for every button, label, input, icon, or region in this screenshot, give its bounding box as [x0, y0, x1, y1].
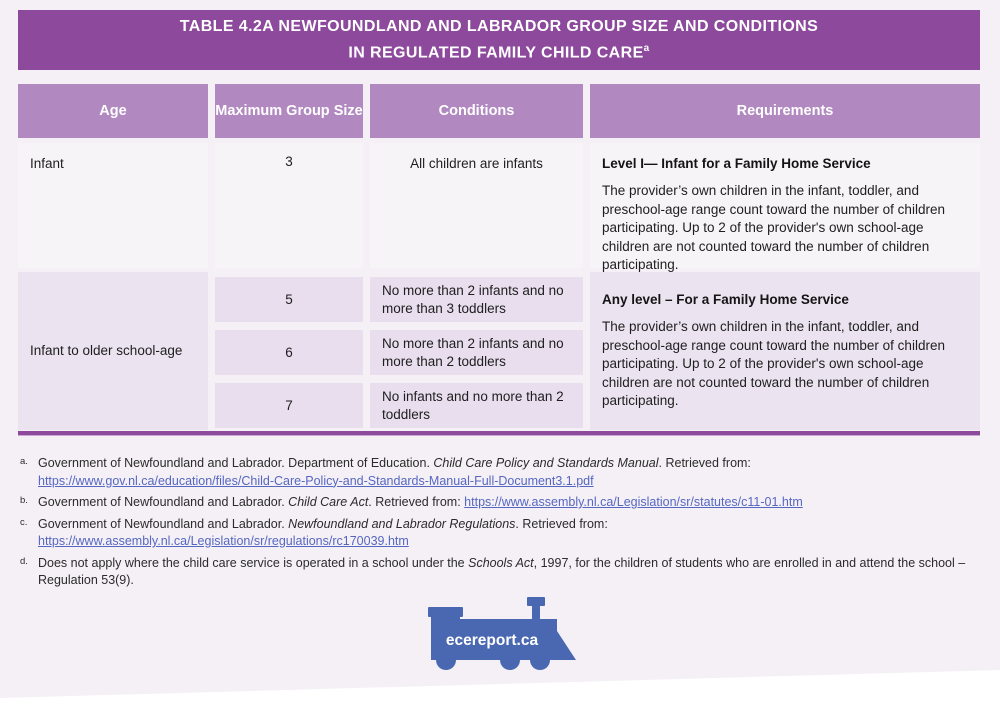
footnote-a	[20, 455, 978, 490]
row1-requirements-body: The provider’s own children in the infant, toddler, and preschool-age range count toward the number of children participating. Up to 2 of the provider's own school-age children are not counted toward the number of children participating.	[602, 183, 945, 272]
table-title-line2-text: IN REGULATED FAMILY CHILD CARE	[348, 44, 644, 62]
footnote-d-pre: Does not apply where the child care service is operated in a school under the	[38, 555, 469, 570]
row2-age-cell: Infant to older school-age	[18, 272, 208, 430]
table-title-line2	[348, 38, 649, 64]
row1-requirements-cell	[590, 143, 980, 272]
row2-requirements-cell	[590, 272, 980, 430]
train-wheel-2	[500, 650, 520, 670]
footnote-c	[20, 516, 978, 551]
header-age: Age	[18, 84, 208, 138]
footnote-b-source-title: Child Care Act	[288, 495, 369, 509]
row2-sub3-conditions-cell: No infants and no more than 2 toddlers	[370, 383, 583, 428]
footnote-a-link[interactable]: https://www.gov.nl.ca/education/files/Child-Care-Policy-and-Standards-Manual-Full-Document3.1.pdf	[38, 473, 594, 488]
header-max-group-size: Maximum Group Size	[215, 84, 363, 138]
row1-size-cell: 3	[215, 143, 363, 268]
row2-requirements-title: Any level – For a Family Home Service	[602, 292, 849, 308]
table-bottom-rule	[18, 431, 980, 436]
title-footnote-ref: a	[643, 42, 650, 54]
footnote-a-marker: a.	[20, 456, 28, 467]
table-title-line1: TABLE 4.2A NEWFOUNDLAND AND LABRADOR GROUP SIZE AND CONDITIONS	[179, 17, 819, 35]
footnote-d-marker: d.	[20, 555, 28, 567]
row2-requirements-body: The provider’s own children in the infant, toddler, and preschool-age range count toward the number of children participating. Up to 2 of the provider's own school-age children are not counted toward the number of children participating.	[602, 319, 945, 409]
row2-sub2-conditions-cell: No more than 2 infants and no more than 2 toddlers	[370, 330, 583, 375]
row1-age-cell: Infant	[18, 143, 208, 268]
footnote-d-source-title: Schools Act	[468, 555, 534, 570]
footnote-c-pre: Government of Newfoundland and Labrador.	[38, 516, 289, 531]
row1-requirements-title: Level I— Infant for a Family Home Service	[602, 156, 871, 171]
train-stack	[532, 597, 540, 622]
row2-sub2-size-cell: 6	[215, 330, 363, 375]
footnotes	[20, 455, 978, 594]
row2-sub3-size-cell: 7	[215, 383, 363, 428]
footnote-d-mid: , 1997, for the children of students who are enrolled in and attend the school – Regulation 53(9).	[38, 555, 966, 587]
table-title-bar	[18, 10, 980, 70]
row2-sub1-size-cell: 5	[215, 277, 363, 322]
footnote-b	[20, 494, 978, 512]
train-pilot	[552, 619, 576, 660]
footnote-a-pre: Government of Newfoundland and Labrador. Department of Education.	[38, 456, 434, 470]
footnote-d	[20, 555, 978, 590]
footnote-b-marker: b.	[20, 495, 28, 506]
footnote-b-mid: . Retrieved from:	[368, 495, 465, 509]
header-conditions: Conditions	[370, 84, 583, 138]
footnote-c-marker: c.	[20, 516, 28, 528]
logo-text: ecereport.ca	[445, 632, 539, 649]
header-requirements: Requirements	[590, 84, 980, 138]
footnote-a-source-title: Child Care Policy and Standards Manual	[433, 456, 659, 470]
footnote-a-mid: . Retrieved from:	[658, 456, 751, 470]
row1-conditions-cell: All children are infants	[370, 143, 583, 268]
row2-sub1-conditions-cell: No more than 2 infants and no more than 3 toddlers	[370, 277, 583, 322]
train-logo	[428, 597, 580, 673]
footnote-b-pre: Government of Newfoundland and Labrador.	[38, 495, 289, 509]
footnote-b-link[interactable]: https://www.assembly.nl.ca/Legislation/sr/statutes/c11-01.htm	[464, 495, 803, 509]
footnote-c-link[interactable]: https://www.assembly.nl.ca/Legislation/sr/regulations/rc170039.htm	[38, 534, 409, 548]
train-wheel-1	[436, 650, 456, 670]
footnote-c-mid: . Retrieved from:	[515, 516, 608, 531]
train-wheel-3	[530, 650, 550, 670]
footnote-c-source-title: Newfoundland and Labrador Regulations	[288, 516, 516, 531]
